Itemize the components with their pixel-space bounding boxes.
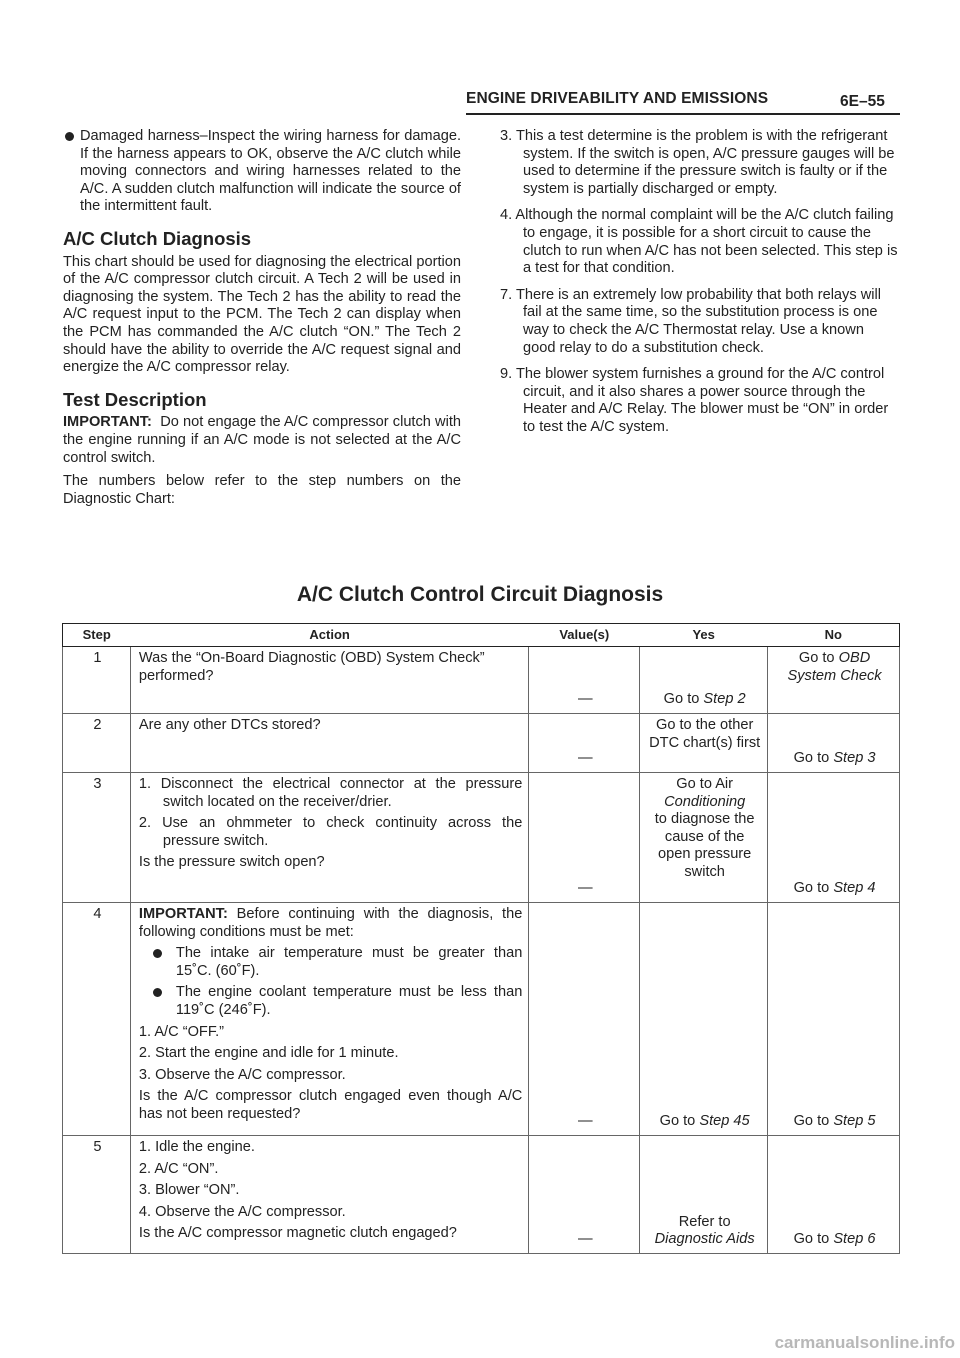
goto-text: Go to	[793, 750, 834, 767]
step-link[interactable]: Step 4	[833, 880, 876, 897]
action-item: 1. Disconnect the electrical connector at the pressure switch located on the receiver/drier.	[138, 776, 523, 810]
action-item: 3. Blower “ON”.	[138, 1182, 240, 1199]
yes-text: to diagnose the cause of the open pressure switch	[654, 811, 755, 880]
important-text: Before continuing with the diagnosis, the following conditions must be met:	[138, 906, 523, 940]
action-cell: Are any other DTCs stored?	[130, 714, 528, 773]
header-step: Step	[63, 624, 131, 647]
header-rule	[466, 113, 900, 115]
air-conditioning-link[interactable]: Conditioning	[664, 793, 746, 810]
step-number: 4	[63, 903, 131, 1136]
table-row	[63, 1136, 900, 1254]
step-number: 1	[63, 647, 131, 714]
value-cell: —	[529, 773, 640, 903]
value-cell: —	[529, 1136, 640, 1254]
important-note	[139, 906, 522, 941]
condition-text: The engine coolant temperature must be less than 119˚C (246˚F).	[175, 984, 523, 1018]
obd-check-link[interactable]: OBD System Check	[787, 650, 882, 684]
step-link[interactable]: Step 45	[699, 1113, 750, 1130]
header-no: No	[768, 624, 900, 647]
watermark: carmanualsonline.info	[774, 1333, 955, 1352]
page-number: 6E–55	[840, 93, 885, 110]
action-cell	[130, 1136, 528, 1254]
no-cell	[768, 773, 900, 903]
step-link[interactable]: Step 3	[833, 750, 876, 767]
yes-cell	[640, 647, 768, 714]
action-item: 2. Use an ohmmeter to check continuity across the pressure switch.	[138, 815, 523, 849]
value-cell: —	[529, 903, 640, 1136]
test-description-heading: Test Description	[63, 388, 207, 410]
action-question: Is the pressure switch open?	[138, 854, 325, 871]
table-header-row	[63, 624, 900, 647]
bullet-icon	[153, 988, 162, 997]
condition-bullet	[139, 945, 522, 980]
header-yes: Yes	[640, 624, 768, 647]
action-item: 2. A/C “ON”.	[138, 1160, 219, 1177]
action-cell	[130, 903, 528, 1136]
note-9: 9. The blower system furnishes a ground for the A/C control circuit, and it also shares a power source through the Heater and A/C Relay. The blower must be “ON” in order to test the A/C system.	[500, 366, 889, 435]
important-label: IMPORTANT:	[138, 906, 228, 922]
header-values: Value(s)	[529, 624, 640, 647]
note-4: 4. Although the normal complaint will be the A/C clutch failing to engage, it is possible for a short circuit to cause the clutch to run when A/C has not been selected. This step is a test for that condition.	[500, 207, 898, 277]
action-item: 3. Observe the A/C compressor.	[138, 1066, 346, 1083]
table-row	[63, 714, 900, 773]
clutch-diagnosis-paragraph: This chart should be used for diagnosing the electrical portion of the A/C compressor clutch circuit. A Tech 2 will be used in diagnosing the system. The Tech 2 has the ability to read the A/C request input to the PCM. The Tech 2 can display when the PCM has commanded the A/C clutch “ON.” The Tech 2 should have the ability to override the A/C request signal and energize the A/C compressor relay.	[63, 253, 461, 376]
table-row	[63, 903, 900, 1136]
clutch-diagnosis-heading: A/C Clutch Diagnosis	[63, 227, 252, 249]
goto-text: Go to	[793, 1113, 834, 1130]
yes-cell	[640, 773, 768, 903]
important-text: Do not engage the A/C compressor clutch with the engine running if an A/C mode is not selected at the A/C control switch.	[63, 414, 461, 466]
action-item: 4. Observe the A/C compressor.	[138, 1203, 346, 1220]
no-cell	[768, 1136, 900, 1254]
table-row	[63, 647, 900, 714]
step-link[interactable]: Step 6	[833, 1231, 876, 1248]
goto-text: Go to	[793, 880, 834, 897]
bullet-icon	[153, 949, 162, 958]
action-cell: Was the “On-Board Diagnostic (OBD) System Check” performed?	[130, 647, 528, 714]
note-3: 3. This a test determine is the problem is with the refrigerant system. If the switch is open, A/C pressure gauges will be used to determine if the pressure switch is faulty or if the system is partially discharged or empty.	[500, 128, 895, 197]
table-title: A/C Clutch Control Circuit Diagnosis	[296, 583, 664, 606]
header-title: ENGINE DRIVEABILITY AND EMISSIONS	[466, 90, 769, 107]
yes-cell	[640, 903, 768, 1136]
goto-text: Go to	[659, 1113, 700, 1130]
step-link[interactable]: Step 5	[833, 1113, 876, 1130]
yes-cell: Go to the other DTC chart(s) first	[640, 714, 768, 773]
step-number: 3	[63, 773, 131, 903]
note-7: 7. There is an extremely low probability that both relays will fail at the same time, so the substitution process is one way to check the A/C Thermostat relay. Use a known good relay to do a substitution check.	[500, 286, 881, 356]
action-item: 2. Start the engine and idle for 1 minute.	[138, 1045, 399, 1062]
step-reference-paragraph: The numbers below refer to the step numbers on the Diagnostic Chart:	[63, 473, 461, 507]
goto-text: Go to	[793, 1231, 834, 1248]
harness-bullet-text: Damaged harness–Inspect the wiring harness for damage. If the harness appears to OK, observe the A/C clutch while moving connectors and wiring harnesses related to the A/C. A sudden clutch malfunction will indicate the source of the intermittent fault.	[80, 128, 461, 215]
yes-text: Refer to	[678, 1213, 731, 1230]
diagnosis-table	[62, 623, 900, 1254]
action-item: 1. Idle the engine.	[138, 1139, 255, 1155]
table-row	[63, 773, 900, 903]
yes-text: Go to Air	[676, 776, 734, 792]
harness-bullet	[63, 128, 461, 216]
no-cell	[768, 903, 900, 1136]
header-action: Action	[130, 624, 528, 647]
step-link[interactable]: Step 2	[703, 691, 746, 708]
value-cell: —	[529, 647, 640, 714]
yes-cell	[640, 1136, 768, 1254]
right-column	[500, 128, 898, 446]
important-label: IMPORTANT:	[63, 414, 152, 431]
condition-text: The intake air temperature must be greater than 15˚C. (60˚F).	[175, 945, 523, 979]
no-cell	[768, 714, 900, 773]
step-number: 5	[63, 1136, 131, 1254]
goto-text: Go to	[663, 691, 704, 708]
diagnostic-aids-link[interactable]: Diagnostic Aids	[654, 1231, 755, 1248]
value-cell: —	[529, 714, 640, 773]
action-item: 1. A/C “OFF.”	[138, 1023, 225, 1040]
left-column	[63, 128, 461, 514]
action-cell	[130, 773, 528, 903]
action-question: Is the A/C compressor magnetic clutch engaged?	[138, 1225, 457, 1242]
condition-bullet	[139, 984, 522, 1019]
bullet-icon	[65, 132, 74, 141]
no-cell	[768, 647, 900, 714]
important-note	[63, 414, 461, 467]
goto-text: Go to	[798, 650, 839, 666]
action-question: Is the A/C compressor clutch engaged even though A/C has not been requested?	[138, 1088, 523, 1122]
step-number: 2	[63, 714, 131, 773]
